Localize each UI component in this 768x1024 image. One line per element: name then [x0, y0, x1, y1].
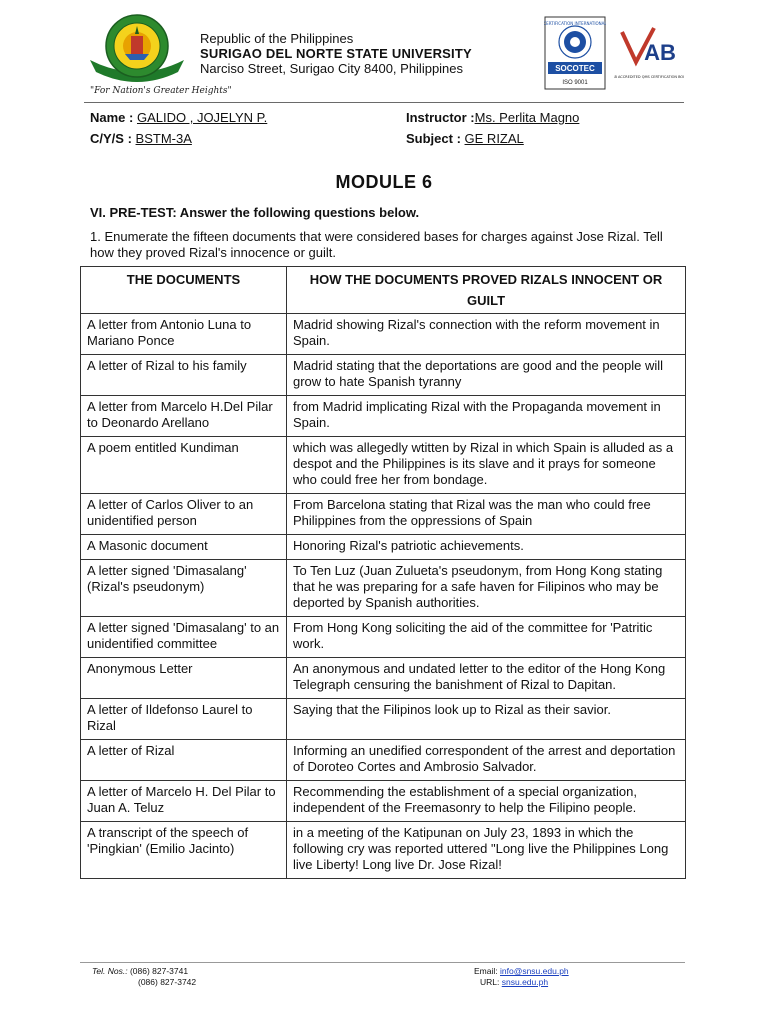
header-proof: HOW THE DOCUMENTS PROVED RIZALS INNOCENT OR GUILT [287, 267, 686, 314]
table-row [81, 740, 686, 781]
table-row [81, 396, 686, 437]
document-cell: A letter of Rizal to his family [81, 355, 287, 396]
cert1-name: SOCOTEC [555, 64, 595, 73]
footer-divider [80, 962, 685, 963]
university-motto: "For Nation's Greater Heights" [90, 86, 232, 96]
university-name: SURIGAO DEL NORTE STATE UNIVERSITY [200, 46, 472, 61]
proof-cell: which was allegedly wtitten by Rizal in which Spain is alluded as a despot and the Philippines is its slave and it prays for someone who could free her from bondage. [287, 437, 686, 494]
cert2-caption: PAB ACCREDITED QMS CERTIFICATION BODY [614, 75, 684, 79]
table-row [81, 617, 686, 658]
instructor-label: Instructor : [406, 110, 475, 125]
document-cell: A letter of Carlos Oliver to an unidentified person [81, 494, 287, 535]
footer-contact [474, 966, 569, 988]
table-row [81, 355, 686, 396]
proof-cell: From Barcelona stating that Rizal was the man who could free Philippines from the oppressions of Spain [287, 494, 686, 535]
subject-field [406, 131, 524, 146]
tel-label: Tel. Nos.: [92, 966, 128, 976]
proof-cell: From Hong Kong soliciting the aid of the committee for 'Patritic work. [287, 617, 686, 658]
cert1-top-text: CERTIFICATION INTERNATIONAL [544, 21, 606, 26]
table-row [81, 314, 686, 355]
proof-cell: Honoring Rizal's patriotic achievements. [287, 535, 686, 560]
module-title: MODULE 6 [335, 172, 433, 192]
proof-cell: Informing an unedified correspondent of the arrest and deportation of Doroteo Cortes and Ambrosio Salvador. [287, 740, 686, 781]
proof-cell: in a meeting of the Katipunan on July 23, 1893 in which the following cry was reported uttered "Long live the Philippines Long live Liberty! Long live Dr. Jose Rizal! [287, 822, 686, 879]
subject-label: Subject : [406, 131, 461, 146]
socotec-certification-logo [544, 16, 606, 90]
table-row [81, 822, 686, 879]
proof-cell: To Ten Luz (Juan Zulueta's pseudonym, from Hong Kong stating that he was preparing for a safe haven for Filipinos who may be deported by Spanish authorities. [287, 560, 686, 617]
document-cell: A transcript of the speech of 'Pingkian' (Emilio Jacinto) [81, 822, 287, 879]
table-row [81, 658, 686, 699]
header-documents: THE DOCUMENTS [81, 267, 287, 314]
email-link[interactable]: info@snsu.edu.ph [500, 966, 569, 976]
document-cell: A letter of Rizal [81, 740, 287, 781]
proof-cell: An anonymous and undated letter to the editor of the Hong Kong Telegraph censuring the banishment of Rizal to Dapitan. [287, 658, 686, 699]
documents-table [80, 266, 686, 879]
republic-line: Republic of the Philippines [200, 31, 354, 46]
name-label: Name : [90, 110, 134, 125]
proof-cell: Madrid showing Rizal's connection with the reform movement in Spain. [287, 314, 686, 355]
table-row [81, 699, 686, 740]
table-row [81, 560, 686, 617]
instructor-value: Ms. Perlita Magno [474, 110, 580, 125]
document-cell: A Masonic document [81, 535, 287, 560]
header-divider [84, 102, 684, 103]
table-row [81, 781, 686, 822]
url-label: URL: [480, 977, 500, 987]
cert1-iso: ISO 9001 [562, 80, 588, 86]
question-text: 1. Enumerate the fifteen documents that were considered bases for charges against Jose Rizal. Tell how they proved Rizal's innocence or guilt. [90, 229, 663, 260]
cys-field [90, 131, 192, 146]
proof-cell: from Madrid implicating Rizal with the Propaganda movement in Spain. [287, 396, 686, 437]
document-cell: A letter of Marcelo H. Del Pilar to Juan A. Teluz [81, 781, 287, 822]
table-body [81, 314, 686, 879]
document-cell: Anonymous Letter [81, 658, 287, 699]
cert2-mark: AB [644, 40, 676, 65]
student-name-field [90, 110, 267, 125]
cys-label: C/Y/S : [90, 131, 132, 146]
table-row [81, 437, 686, 494]
document-cell: A letter signed 'Dimasalang' to an unidentified committee [81, 617, 287, 658]
pab-accreditation-logo [614, 22, 684, 92]
name-value: GALIDO , JOJELYN P. [136, 110, 268, 125]
document-cell: A letter from Antonio Luna to Mariano Ponce [81, 314, 287, 355]
proof-cell: Madrid stating that the deportations are good and the people will grow to hate Spanish tyranny [287, 355, 686, 396]
document-cell: A letter from Marcelo H.Del Pilar to Deonardo Arellano [81, 396, 287, 437]
subject-value: GE RIZAL [464, 131, 524, 146]
document-cell: A letter of Ildefonso Laurel to Rizal [81, 699, 287, 740]
university-seal-icon [84, 12, 190, 84]
cys-value: BSTM-3A [135, 131, 192, 146]
proof-cell: Saying that the Filipinos look up to Rizal as their savior. [287, 699, 686, 740]
url-link[interactable]: snsu.edu.ph [501, 977, 549, 987]
proof-cell: Recommending the establishment of a special organization, independent of the Freemasonry to help the Filipino people. [287, 781, 686, 822]
document-cell: A letter signed 'Dimasalang' (Rizal's pseudonym) [81, 560, 287, 617]
instructor-field [406, 110, 579, 125]
letterhead [200, 31, 472, 76]
table-row [81, 535, 686, 560]
email-label: Email: [474, 966, 498, 976]
tel-2: (086) 827-3742 [138, 977, 197, 987]
table-row [81, 494, 686, 535]
university-address: Narciso Street, Surigao City 8400, Philippines [200, 61, 464, 76]
section-title: VI. PRE-TEST: Answer the following questions below. [90, 205, 420, 220]
table-header-row [81, 267, 686, 314]
document-cell: A poem entitled Kundiman [81, 437, 287, 494]
footer-phone [92, 966, 196, 988]
tel-1: (086) 827-3741 [129, 966, 189, 976]
